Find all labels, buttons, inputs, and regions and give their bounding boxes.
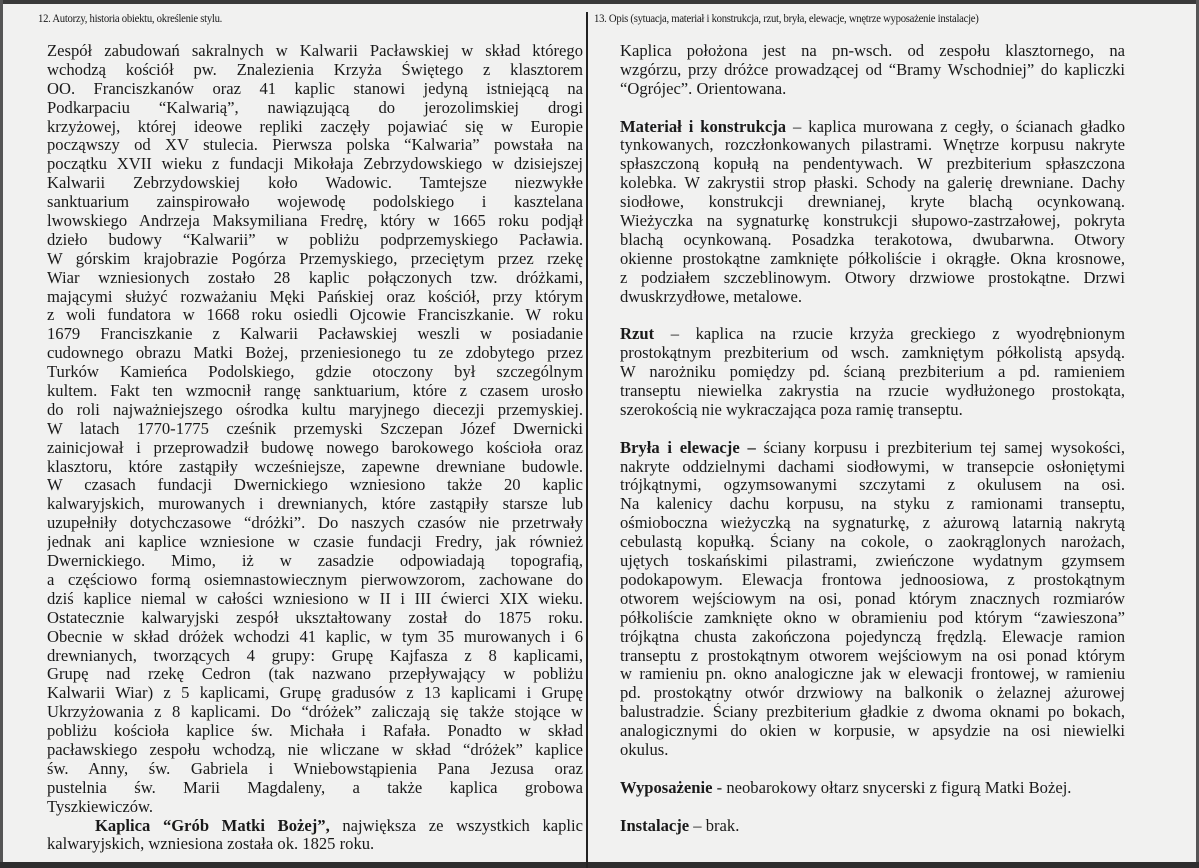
text-line: W latach 1770-1775 cześnik przemyski Szczepan Józef Dwernicki xyxy=(47,419,583,438)
text-line: a częściowo formą osiemnastowiecznym pierwowzorom, zachowane do xyxy=(47,570,583,589)
text-line: Podkarpaciu “Kalwarią”, nawiązującą do jerozolimskiej drogi xyxy=(47,98,583,117)
text-line: cudownego obrazu Matki Bożej, przeniesionego tu ze zdobytego przez xyxy=(47,344,583,363)
column-divider xyxy=(586,12,588,868)
paragraph xyxy=(620,118,1125,307)
text-line: do roli najważniejszego ośrodka kultu maryjnego diecezji przemyskiej. xyxy=(47,400,583,419)
text-line xyxy=(620,817,1125,836)
text-line xyxy=(620,439,1125,458)
text-line: szerokością nie wykraczająca poza ramię transeptu. xyxy=(620,400,963,419)
text-line: W górskim krajobrazie Pogórza Przemyskiego, przeciętym przez rzekę xyxy=(47,249,583,268)
text-line: OO. Franciszkanów oraz 41 kaplic stanowi jedyną istniejącą na xyxy=(47,79,583,98)
bold-heading: Materiał i konstrukcja xyxy=(620,117,787,136)
bold-heading: Wyposażenie xyxy=(620,778,713,797)
text-line: transeptu niewielka zakrystia na rzucie wydłużonego prostokąta, xyxy=(620,382,1125,401)
text-line: kultem. Fakt ten wzmocnił rangę sanktuarium, które z czasem urosło xyxy=(47,382,583,401)
text-line: siodłowe, konstrukcji drewnianej, kryte blachą ocynkowaną. xyxy=(620,193,1125,212)
bold-heading: Kaplica “Grób Matki Bożej”, xyxy=(95,816,330,835)
text-line: trójkątna chusta zakończona pojedynczą frędzlą. Elewacje ramion xyxy=(620,627,1125,646)
paragraph xyxy=(620,439,1125,760)
text-line xyxy=(620,118,1125,137)
text-line: Na kalenicy dachu korpusu, na styku z ramionami transeptu, xyxy=(620,495,1125,514)
text-line: dziś kaplice niemal w całości wzniesiono w II i III ćwierci XIX wieku. xyxy=(47,589,583,608)
text-line: jednak ani kaplice wzniesione w czasie fundacji Fredry, jak również xyxy=(47,533,583,552)
history-column xyxy=(47,42,583,854)
text-line: Tyszkiewiczów. xyxy=(47,797,154,816)
text-line: z woli fundatora w 1668 roku osiedli Ojcowie Franciszkanie. W roku xyxy=(47,306,583,325)
bold-heading: Instalacje xyxy=(620,816,690,835)
text-line: balustradzie. Ściany prezbiterium gładkie z dwoma oknami po bokach, xyxy=(620,703,1125,722)
text-line: mającymi służyć rozważaniu Męki Pańskiej oraz kościół, przy którym xyxy=(47,287,583,306)
text-line: “Ogrójec”. Orientowana. xyxy=(620,79,787,98)
body-text: – kaplica murowana z cegły, o ścianach gładko xyxy=(786,117,1125,136)
text-line: dzieło budowy “Kalwarii” w pobliżu podprzemyskiego Pacławia. xyxy=(47,230,583,249)
paragraph xyxy=(620,42,1125,99)
text-line: transeptu z prostokątnym otworem wejściowym na osi ponad którym xyxy=(620,646,1125,665)
text-line: podokapowym. Elewacja frontowa jednoosiowa, z prostokątnym xyxy=(620,570,1125,589)
scan-edge-bottom xyxy=(0,862,1199,868)
text-line: wzgórzu, przy dróżce prowadzącej od “Bramy Wschodniej” do kapliczki xyxy=(620,60,1125,79)
text-line: wchodzą kościół pw. Znalezienia Krzyża Świętego z klasztorem xyxy=(47,60,583,79)
text-line: kalwaryjskich, wzniesiona została ok. 1825 roku. xyxy=(47,835,375,854)
paragraph xyxy=(620,779,1125,798)
text-line: nakryte oddzielnymi dachami siodłowymi, w transepcie osłoniętymi xyxy=(620,457,1125,476)
text-line: Turków Kamieńca Podolskiego, gdzie otoczony był szczególnym xyxy=(47,363,583,382)
section-12-header: 12. Autorzy, historia obiektu, określenie stylu. xyxy=(38,13,223,25)
text-line: Kalwarii Zebrzydowskiej koło Wadowic. Tamtejsze niezwykłe xyxy=(47,174,583,193)
body-text: – brak. xyxy=(689,816,740,835)
text-line xyxy=(620,325,1125,344)
text-line: Dwernickiego. Mimo, iż w zasadzie odpowiadają topografią, xyxy=(47,552,583,571)
text-line: pobliżu kościoła kaplice św. Michała i Rafała. Ponadto w skład xyxy=(47,722,583,741)
bold-heading: Bryła i elewacje – xyxy=(620,438,756,457)
text-line: kalwaryjskich, murowanych i drewnianych, które zastąpiły starsze lub xyxy=(47,495,583,514)
text-line: Kalwarii Wiar) z 5 kaplicami, Grupę gradusów z 13 kaplicami i Grupę xyxy=(47,684,583,703)
scan-edge-left xyxy=(0,0,3,868)
text-line: Ostatecznie kalwaryjski zespół ukształtowany został do 1875 roku. xyxy=(47,608,583,627)
text-line xyxy=(47,817,583,836)
bold-heading: Rzut xyxy=(620,325,655,344)
scan-edge-top xyxy=(0,0,1199,4)
text-line: 1679 Franciszkanie z Kalwarii Pacławskiej weszli w posiadanie xyxy=(47,325,583,344)
text-line: Wiar wzniesionych zostało 28 kaplic połączonych tzw. dróżkami, xyxy=(47,268,583,287)
text-line: Zespół zabudowań sakralnych w Kalwarii Pacławskiej w skład którego xyxy=(47,42,583,60)
text-line: Obecnie w skład dróżek wchodzi 41 kaplic, w tym 35 murowanych i 6 xyxy=(47,627,583,646)
text-line: począwszy od XV stulecia. Pierwsza polska “Kalwaria” powstała na xyxy=(47,136,583,155)
text-line: sanktuarium zainspirowało wojewodę podolskiego i kasztelana xyxy=(47,193,583,212)
text-line: trójkątnymi, ogzymsowanymi szczytami z okulusem na osi. xyxy=(620,476,1125,495)
text-line: św. Anny, św. Gabriela i Wniebowstąpienia Pana Jezusa oraz xyxy=(47,759,583,778)
paragraph xyxy=(620,817,1125,836)
text-line: półkoliście zamknięte okno w obramieniu pod którym “zawieszona” xyxy=(620,608,1125,627)
paragraph xyxy=(47,42,583,817)
text-line: W czasach fundacji Dwernickiego wzniesiono także 20 kaplic xyxy=(47,476,583,495)
text-line: pd. prostokątny otwór drzwiowy na balkonik o żelaznej ażurowej xyxy=(620,684,1125,703)
body-text: największa ze wszystkich kaplic xyxy=(329,816,583,835)
section-13-header: 13. Opis (sytuacja, materiał i konstrukcja, rzut, bryła, elewacje, wnętrze wyposażenie instalacje) xyxy=(594,13,979,25)
text-line: początku XVII wieku z fundacji Mikołaja Zebrzydowskiego w dzisiejszej xyxy=(47,155,583,174)
text-line: pustelnia św. Marii Magdaleny, a także kaplica grobowa xyxy=(47,778,583,797)
text-line: zainicjował i przeprowadził budowę nowego barokowego kościoła oraz xyxy=(47,438,583,457)
text-line: dwuskrzydłowe, metalowe. xyxy=(620,287,803,306)
text-line: Wieżyczka na sygnaturkę konstrukcji słupowo-zastrzałowej, pokryta xyxy=(620,212,1125,231)
paragraph xyxy=(620,325,1125,419)
text-line: z podziałem szczeblinowym. Otwory drzwiowe prostokątne. Drzwi xyxy=(620,268,1125,287)
text-line xyxy=(620,779,1125,798)
text-line: prostokątnym prezbiterium od wsch. zamkniętym półkolistą apsydą. xyxy=(620,344,1125,363)
text-line: blachą ocynkowaną. Posadzka terakotowa, dwubarwna. Otwory xyxy=(620,230,1125,249)
body-text: – kaplica na rzucie krzyża greckiego z wyodrębnionym xyxy=(654,325,1125,344)
text-line: kolebka. W zakrystii strop płaski. Schody na galerię drewniane. Dachy xyxy=(620,174,1125,193)
text-line: okienne prostokątne zamknięte półkoliście i okrągłe. Okna krosnowe, xyxy=(620,249,1125,268)
body-text: ściany korpusu i prezbiterium tej samej wysokości, xyxy=(755,438,1125,457)
text-line: drewnianych, tworzących 4 grupy: Grupę Kajfasza z 8 kaplicami, xyxy=(47,646,583,665)
text-line: tynkowanych, rozczłonkowanych pilastrami. Wnętrze korpusu nakryte xyxy=(620,136,1125,155)
text-line: analogicznymi do okien w korpusie, w apsydzie na osi niewielki xyxy=(620,722,1125,741)
text-line: Kaplica położona jest na pn-wsch. od zespołu klasztornego, na xyxy=(620,42,1125,60)
text-line: cebulastą kopułką. Ściany na cokole, o zaokrąglonych narożach, xyxy=(620,533,1125,552)
body-text: - neobarokowy ołtarz snycerski z figurą Matki Bożej. xyxy=(712,778,1072,797)
description-column xyxy=(620,42,1125,835)
text-line: Grupę nad rzekę Cedron (tak nazwano przepływający w pobliżu xyxy=(47,665,583,684)
text-line: ośmioboczna wieżyczką na sygnaturkę, z ażurową latarnią nakrytą xyxy=(620,514,1125,533)
paragraph xyxy=(47,817,583,855)
text-line: uzupełniły dotychczasowe “dróżki”. Do naszych czasów nie przetrwały xyxy=(47,514,583,533)
text-line: W narożniku pomiędzy pd. ścianą prezbiterium a pd. ramieniem xyxy=(620,363,1125,382)
text-line: klasztoru, które zastąpiły wcześniejsze, zapewne drewniane budowle. xyxy=(47,457,583,476)
text-line: w ramieniu pn. okno analogiczne jak w elewacji frontowej, w ramieniu xyxy=(620,665,1125,684)
text-line: Ukrzyżowania z 8 kaplicami. Do “dróżek” zaliczają się także stojące w xyxy=(47,703,583,722)
text-line: ujętych toskańskimi pilastrami, zwieńczone wydatnym gzymsem xyxy=(620,552,1125,571)
text-line: otworem wejściowym na osi, ponad którym znacznych rozmiarów xyxy=(620,589,1125,608)
text-line: pacławskiego zespołu wchodzą, nie wliczane w skład “dróżek” kaplice xyxy=(47,740,583,759)
text-line: krzyżowej, której ideowe repliki zaczęły pojawiać się w Europie xyxy=(47,117,583,136)
text-line: lwowskiego Andrzeja Maksymiliana Fredrę, który w 1665 roku podjął xyxy=(47,212,583,231)
text-line: okulus. xyxy=(620,740,669,759)
text-line: spłaszczoną kopułą na pendentywach. W prezbiterium spłaszczona xyxy=(620,155,1125,174)
